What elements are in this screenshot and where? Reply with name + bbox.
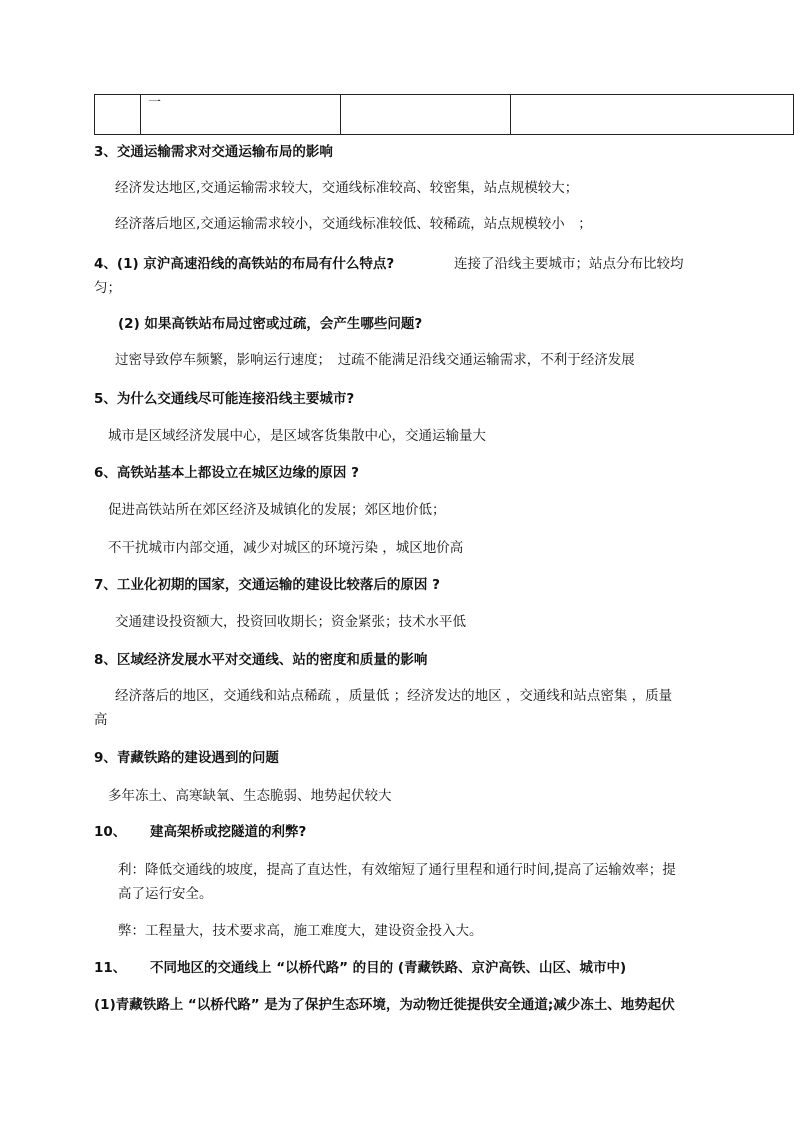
- table-cell: 一: [141, 95, 341, 135]
- answer-7: 交通建设投资额大，投资回收期长；资金紧张；技术水平低: [115, 614, 466, 630]
- table-cell: [341, 95, 511, 135]
- answer-9: 多年冻土、高寒缺氧、生态脆弱、地势起伏较大: [108, 788, 392, 804]
- question-8: 8、区域经济发展水平对交通线、站的密度和质量的影响: [94, 652, 428, 668]
- question-10: 建高架桥或挖隧道的利弊?: [150, 824, 307, 840]
- question-11: 不同地区的交通线上 “以桥代路” 的目的 (青藏铁路、京沪高铁、山区、城市中): [150, 960, 627, 976]
- question-7: 7、工业化初期的国家，交通运输的建设比较落后的原因 ?: [94, 577, 440, 593]
- question-3: 3、交通运输需求对交通运输布局的影响: [94, 144, 333, 160]
- table-cell: [95, 95, 141, 135]
- top-table-fragment: [94, 94, 794, 135]
- answer-11-1: (1)青藏铁路上 “以桥代路” 是为了保护生态环境，为动物迁徙提供安全通道;减少冻土、地势起伏: [94, 997, 675, 1013]
- answer-6-2: 不干扰城市内部交通，减少对城区的环境污染 ，城区地价高: [108, 540, 464, 556]
- question-6: 6、高铁站基本上都设立在城区边缘的原因 ?: [94, 465, 359, 481]
- answer-10-2: 弊：工程量大，技术要求高，施工难度大，建设资金投入大。: [118, 923, 483, 939]
- question-4-2: (2) 如果高铁站布局过密或过疏，会产生哪些问题?: [118, 316, 423, 332]
- answer-5: 城市是区域经济发展中心，是区域客货集散中心，交通运输量大: [108, 428, 486, 444]
- answer-4-1-cont: 匀；: [94, 280, 121, 296]
- question-4-1: 4、(1) 京沪高速沿线的高铁站的布局有什么特点?: [94, 256, 395, 272]
- table-cell: [511, 95, 794, 135]
- answer-3-1: 经济发达地区,交通运输需求较大，交通线标准较高、较密集，站点规模较大；: [115, 180, 579, 196]
- answer-10-1-cont: 高了运行安全。: [118, 886, 213, 902]
- answer-4-2: 过密导致停车频繁，影响运行速度； 过疏不能满足沿线交通运输需求，不利于经济发展: [115, 352, 635, 368]
- answer-6-1: 促进高铁站所在郊区经济及城镇化的发展；郊区地价低；: [108, 502, 446, 518]
- answer-8-cont: 高: [94, 712, 108, 728]
- answer-8: 经济落后的地区，交通线和站点稀疏 ，质量低 ；经济发达的地区 ，交通线和站点密集 ，质量: [115, 688, 673, 704]
- question-9: 9、青藏铁路的建设遇到的问题: [94, 750, 279, 766]
- answer-10-1: 利：降低交通线的坡度，提高了直达性，有效缩短了通行里程和通行时间,提高了运输效率；提: [118, 862, 676, 878]
- answer-4-1: 连接了沿线主要城市；站点分布比较均: [454, 256, 684, 272]
- question-10-number: 10、: [94, 824, 127, 840]
- question-5: 5、为什么交通线尽可能连接沿线主要城市?: [94, 391, 355, 407]
- answer-3-2: 经济落后地区,交通运输需求较小，交通线标准较低、较稀疏，站点规模较小 ；: [115, 216, 592, 232]
- question-11-number: 11、: [94, 960, 127, 976]
